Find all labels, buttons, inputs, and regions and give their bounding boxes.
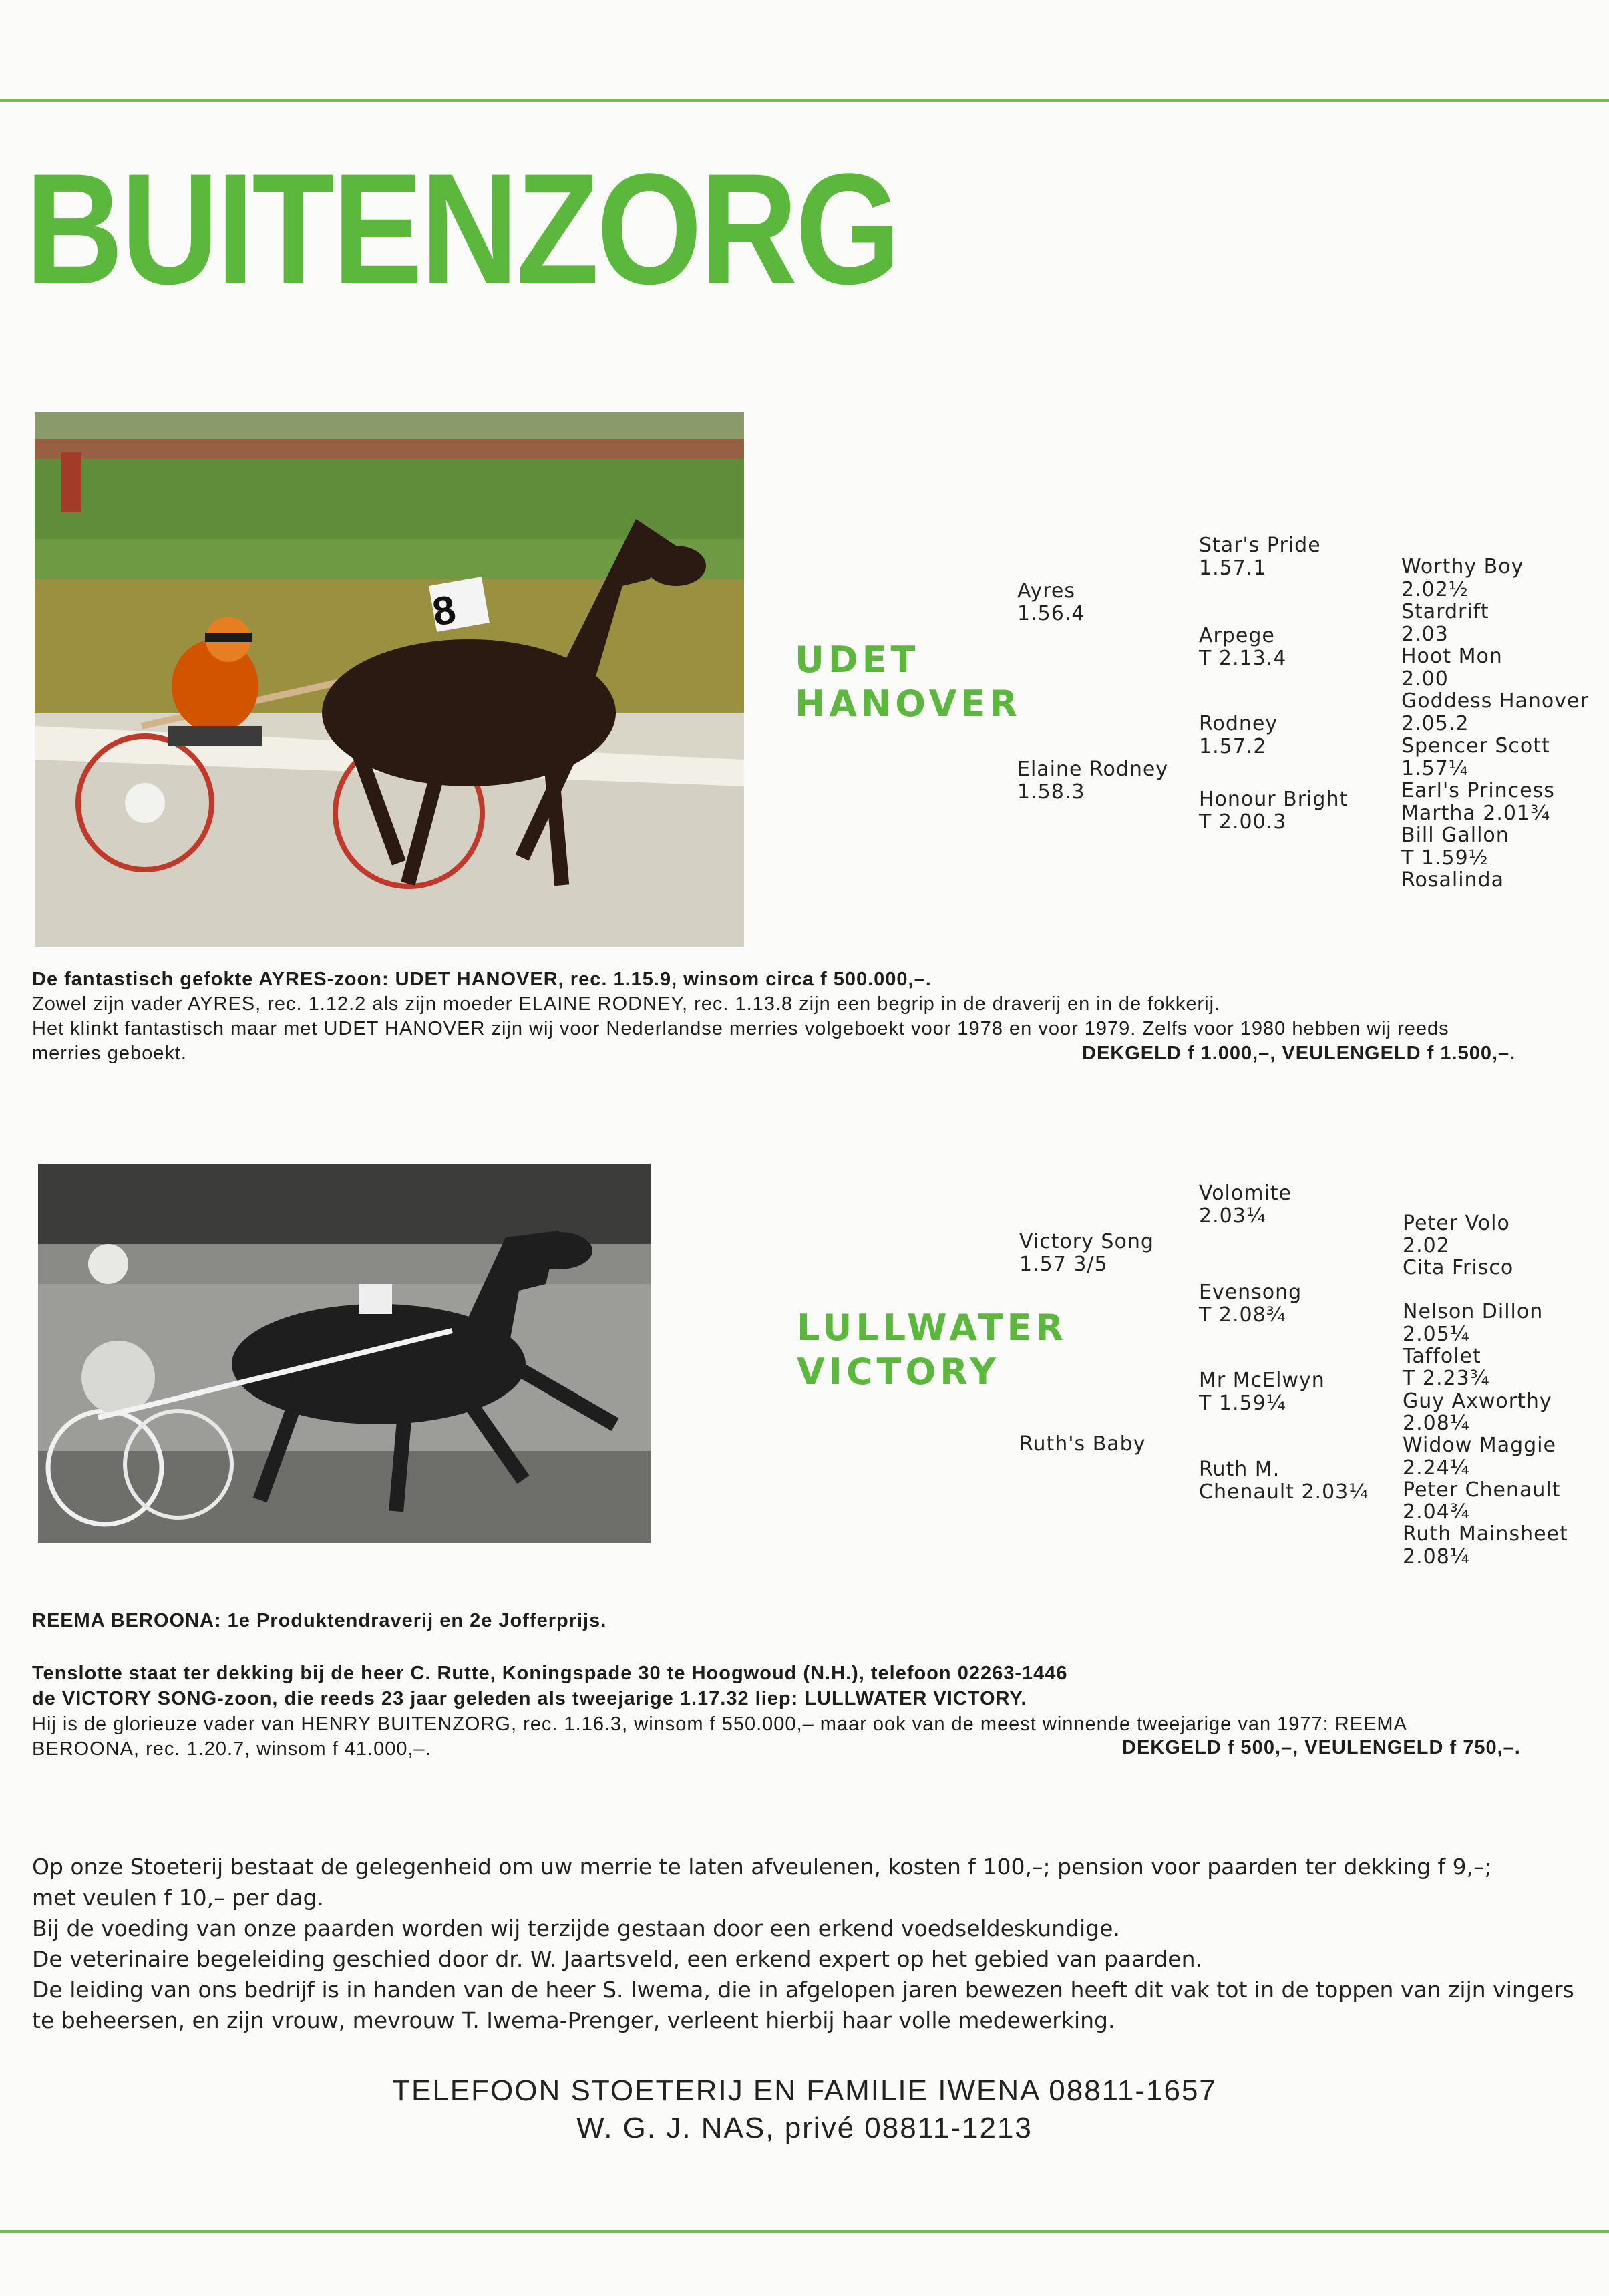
udet-text-4: merries geboekt. <box>32 1043 187 1064</box>
udet-pedigree-sire: Ayres 1.56.4 <box>1017 579 1085 625</box>
lullwater-victory-photo <box>38 1164 651 1543</box>
info-line-2: met veulen f 10,– per dag. <box>32 1884 324 1911</box>
info-line-5: De leiding van ons bedrijf is in handen van de heer S. Iwema, die in afgelopen jaren bewezen heeft dit vak tot in de toppen van zijn vingers <box>32 1977 1574 2003</box>
page-title: BUITENZORG <box>25 141 899 317</box>
lullwater-pedigree-sire: Victory Song 1.57 3/5 <box>1019 1230 1154 1276</box>
udet-pedigree-dam: Elaine Rodney 1.58.3 <box>1017 758 1169 804</box>
udet-name-line1: UDET <box>795 639 920 681</box>
udet-text-2: Zowel zijn vader AYRES, rec. 1.12.2 als zijn moeder ELAINE RODNEY, rec. 1.13.8 zijn een begrip in de draverij en in de fokkerij. <box>32 993 1221 1015</box>
lullwater-name-line2: VICTORY <box>797 1351 1000 1393</box>
info-line-3: Bij de voeding van onze paarden worden wij terzijde gestaan door een erkend voedseldeskundige. <box>32 1915 1120 1941</box>
lullwater-victory-name <box>797 1306 1067 1394</box>
lullwater-text-5: BEROONA, rec. 1.20.7, winsom f 41.000,–. <box>32 1738 431 1760</box>
udet-fees: DEKGELD f 1.000,–, VEULENGELD f 1.500,–. <box>1082 1043 1516 1064</box>
lullwater-fees: DEKGELD f 500,–, VEULENGELD f 750,–. <box>1122 1737 1521 1758</box>
udet-great-grandparents: Worthy Boy 2.02½ Stardrift 2.03 Hoot Mon 2.00 Goddess Hanover 2.05.2 Spencer Scott 1.57¼ Earl's Princess Martha 2.01¾ Bill Gallon T 1.59½ Rosalinda <box>1401 555 1589 892</box>
udet-hanover-name <box>795 638 1021 726</box>
contact-line-2: W. G. J. NAS, privé 08811-1213 <box>576 2112 1033 2144</box>
lullwater-gs3: Mr McElwyn T 1.59¼ <box>1199 1369 1325 1415</box>
lullwater-gs2: Evensong T 2.08¾ <box>1199 1281 1302 1327</box>
udet-gs2: Arpege T 2.13.4 <box>1199 624 1287 670</box>
udet-gs1: Star's Pride 1.57.1 <box>1199 534 1321 580</box>
lullwater-great-grandparents: Peter Volo 2.02 Cita Frisco Nelson Dillon 2.05¼ Taffolet T 2.23¾ Guy Axworthy 2.08¼ Widow Maggie 2.24¼ Peter Chenault 2.04¾ Ruth Mainsheet 2.08¼ <box>1403 1211 1568 1569</box>
contact-line-1: TELEFOON STOETERIJ EN FAMILIE IWENA 08811-1657 <box>392 2074 1217 2107</box>
top-rule <box>0 99 1609 102</box>
udet-name-line2: HANOVER <box>795 683 1021 725</box>
udet-text-3: Het klinkt fantastisch maar met UDET HANOVER zijn wij voor Nederlandse merries volgeboekt voor 1978 en voor 1979. Zelfs voor 1980 hebben wij reeds <box>32 1018 1449 1039</box>
lullwater-name-line1: LULLWATER <box>797 1307 1067 1349</box>
lullwater-gs1: Volomite 2.03¼ <box>1199 1182 1292 1228</box>
info-line-6: te beheersen, en zijn vrouw, mevrouw T. Iwema-Prenger, verleent hierbij haar volle medewerking. <box>32 2007 1115 2033</box>
lullwater-text-3: de VICTORY SONG-zoon, die reeds 23 jaar geleden als tweejarige 1.17.32 liep: LULLWATER VICTORY. <box>32 1688 1027 1709</box>
lullwater-gs4: Ruth M. Chenault 2.03¼ <box>1199 1458 1369 1504</box>
lullwater-pedigree-dam: Ruth's Baby <box>1019 1432 1146 1456</box>
lullwater-text-1: REEMA BEROONA: 1e Produktendraverij en 2e Jofferprijs. <box>32 1610 607 1631</box>
lullwater-text-2: Tenslotte staat ter dekking bij de heer C. Rutte, Koningspade 30 te Hoogwoud (N.H.), telefoon 02263-1446 <box>32 1663 1068 1684</box>
svg-text:8: 8 <box>429 587 460 635</box>
info-line-4: De veterinaire begeleiding geschied door dr. W. Jaartsveld, een erkend expert op het gebied van paarden. <box>32 1946 1202 1972</box>
udet-text-1: De fantastisch gefokte AYRES-zoon: UDET HANOVER, rec. 1.15.9, winsom circa f 500.000,–. <box>32 969 932 990</box>
udet-gs4: Honour Bright T 2.00.3 <box>1199 788 1349 834</box>
udet-gs3: Rodney 1.57.2 <box>1199 712 1278 758</box>
bottom-rule <box>0 2230 1609 2233</box>
lullwater-text-4: Hij is de glorieuze vader van HENRY BUITENZORG, rec. 1.16.3, winsom f 550.000,– maar ook van de meest winnende tweejarige van 1977: REEMA <box>32 1713 1407 1735</box>
udet-hanover-photo <box>35 412 744 947</box>
info-line-1: Op onze Stoeterij bestaat de gelegenheid om uw merrie te laten afveulenen, kosten f 100,–; pension voor paarden ter dekking f 9,–; <box>32 1854 1492 1880</box>
